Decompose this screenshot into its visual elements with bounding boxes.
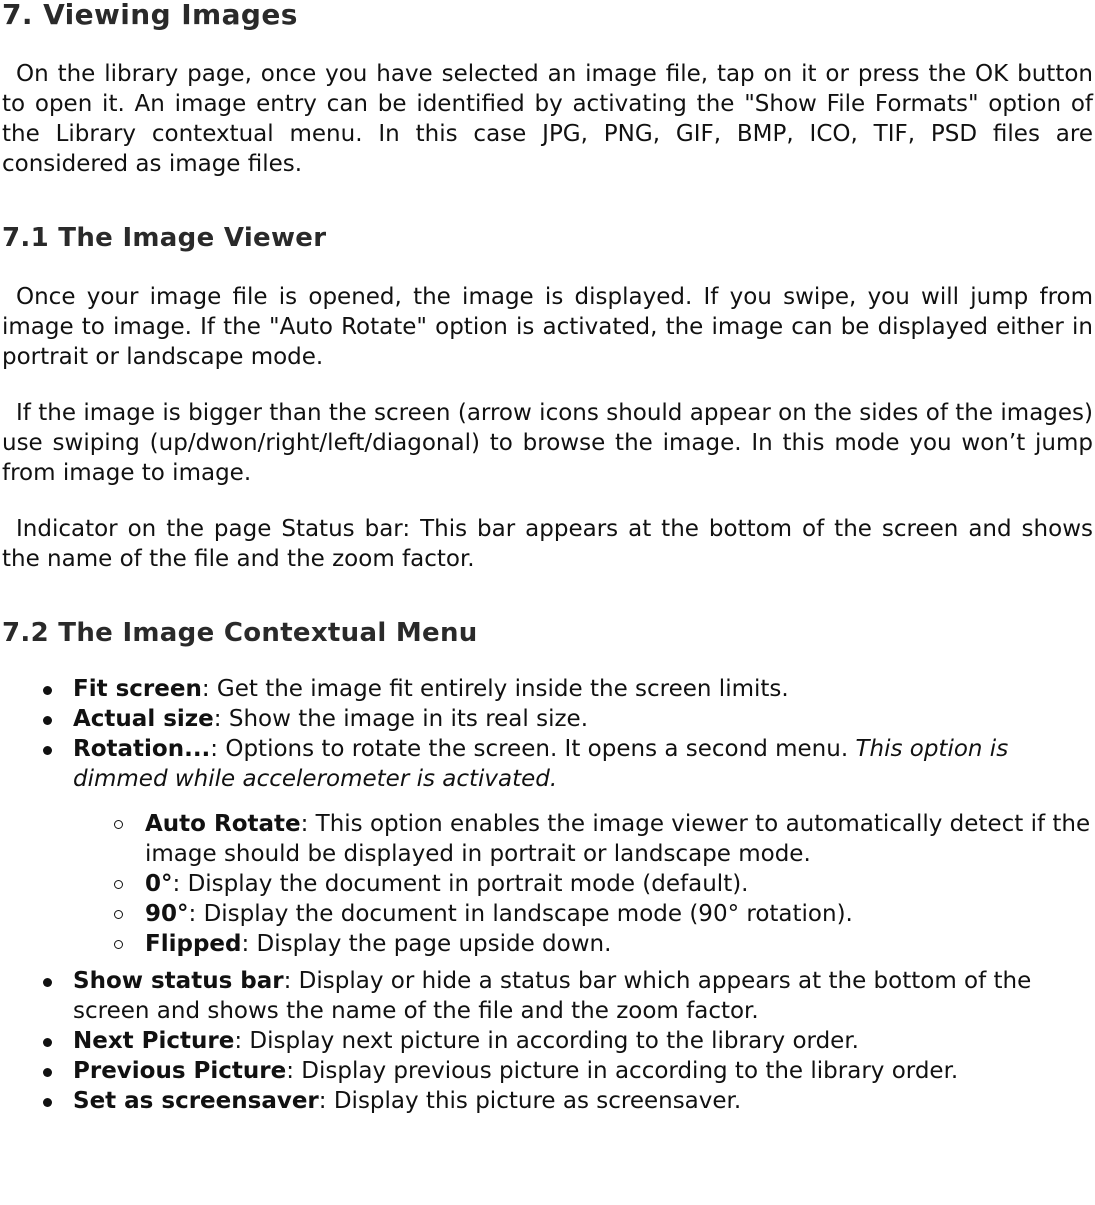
viewer-paragraph-1: Once your image file is opened, the image is displayed. If you swipe, you will jump from image to image. If the "Auto Rotate" option is activated, the image can be displayed either in portrait or landscape mode. — [2, 284, 1093, 370]
sub-item-auto-rotate — [2, 809, 1093, 869]
sub-item-0-degrees — [2, 869, 1093, 899]
list-item-next-picture — [2, 1026, 1093, 1056]
description: : Display the document in landscape mode (90° rotation). — [188, 901, 853, 927]
rotation-submenu-list — [2, 809, 1093, 959]
description: : Get the image fit entirely inside the screen limits. — [201, 676, 789, 702]
sub-item-flipped — [2, 929, 1093, 959]
description: : Display next picture in according to the library order. — [234, 1028, 859, 1054]
section-heading-contextual-menu: 7.2 The Image Contextual Menu — [2, 618, 478, 648]
contextual-menu-list — [2, 674, 1093, 794]
page-title: 7. Viewing Images — [2, 0, 298, 31]
term: Next Picture — [73, 1028, 235, 1054]
description: : Display this picture as screensaver. — [318, 1088, 742, 1114]
description: : This option enables the image viewer to automatically detect if the image should be displayed in portrait or landscape mode. — [145, 811, 1091, 867]
term: Actual size — [73, 706, 214, 732]
list-item-previous-picture — [2, 1056, 1093, 1086]
description: : Display the page upside down. — [241, 931, 612, 957]
description: : Display previous picture in according to the library order. — [286, 1058, 959, 1084]
list-item-set-as-screensaver — [2, 1086, 1093, 1116]
sub-item-90-degrees — [2, 899, 1093, 929]
intro-paragraph: On the library page, once you have selected an image file, tap on it or press the OK button to open it. An image entry can be identified by activating the "Show File Formats" option of the Library contextual menu. In this case JPG, PNG, GIF, BMP, ICO, TIF, PSD files are considered as image files. — [2, 61, 1093, 177]
list-item-rotation — [2, 734, 1093, 794]
section-heading-image-viewer: 7.1 The Image Viewer — [2, 223, 327, 253]
term: Fit screen — [73, 676, 202, 702]
term: Show status bar — [73, 968, 284, 994]
term: Previous Picture — [73, 1058, 287, 1084]
viewer-paragraph-2: If the image is bigger than the screen (arrow icons should appear on the sides of the images) use swiping (up/dwon/right/left/diagonal) to browse the image. In this mode you won’t jump from image to image. — [2, 400, 1093, 486]
term: 0° — [145, 871, 173, 897]
viewer-paragraph-3: Indicator on the page Status bar: This bar appears at the bottom of the screen and shows the name of the file and the zoom factor. — [2, 516, 1093, 572]
term: Auto Rotate — [145, 811, 301, 837]
list-item-fit-screen — [2, 674, 1093, 704]
term: Rotation... — [73, 736, 211, 762]
contextual-menu-list-continued — [2, 966, 1093, 1116]
term: Flipped — [145, 931, 242, 957]
note: This option is dimmed while accelerometer is activated. — [73, 736, 1009, 792]
description: : Show the image in its real size. — [213, 706, 589, 732]
description: : Display or hide a status bar which appears at the bottom of the screen and shows the name of the file and the zoom factor. — [73, 968, 1032, 1024]
description: : Display the document in portrait mode (default). — [172, 871, 749, 897]
list-item-actual-size — [2, 704, 1093, 734]
term: 90° — [145, 901, 189, 927]
term: Set as screensaver — [73, 1088, 319, 1114]
list-item-show-status-bar — [2, 966, 1093, 1026]
description: : Options to rotate the screen. It opens a second menu. — [210, 736, 856, 762]
